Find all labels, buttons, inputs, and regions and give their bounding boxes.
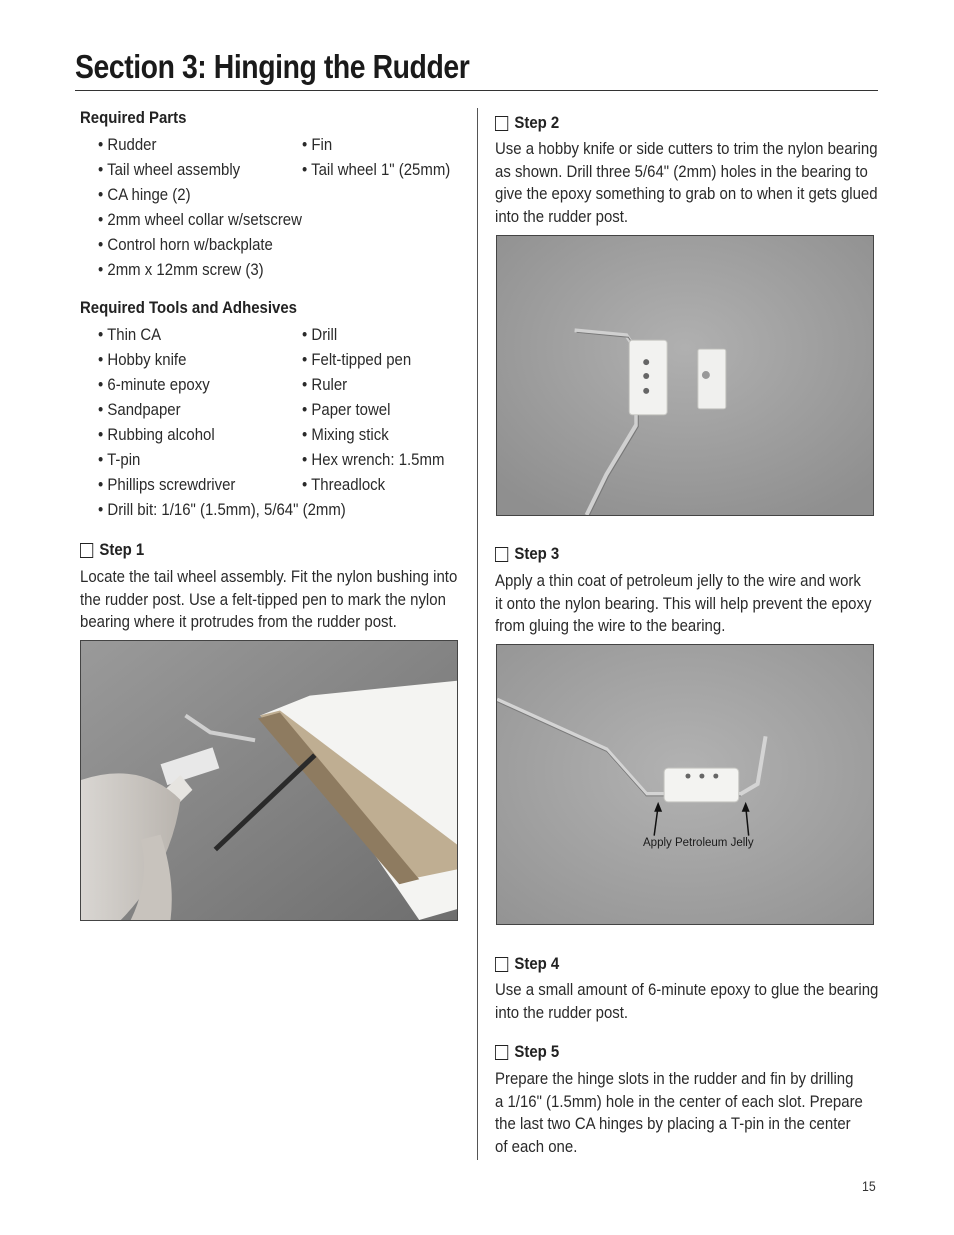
tool-item: • Mixing stick — [302, 425, 389, 444]
step-label: Step 3 — [514, 544, 560, 563]
step-3-text: Apply a thin coat of petroleum jelly to the wire and work it onto the nylon bearing. This will help prevent the epoxy from gluing the wire to the bearing. — [495, 571, 872, 636]
step-label: Step 4 — [514, 954, 560, 973]
part-item: • Control horn w/backplate — [98, 235, 273, 254]
tool-item: • Threadlock — [302, 475, 386, 494]
checkbox-icon[interactable] — [495, 1045, 508, 1060]
tool-item: • Ruler — [302, 375, 348, 394]
tool-item: • Hex wrench: 1.5mm — [302, 450, 445, 469]
step-1-text: Locate the tail wheel assembly. Fit the nylon bushing into the rudder post. Use a felt-tipped pen to mark the nylon bearing where it protrudes from the rudder post. — [80, 567, 458, 632]
step-2-checkbox-label[interactable] — [495, 113, 559, 133]
part-item: • 2mm wheel collar w/setscrew — [98, 210, 302, 229]
tool-item: • Phillips screwdriver — [98, 475, 236, 494]
step-4-checkbox-label[interactable] — [495, 954, 559, 974]
checkbox-icon[interactable] — [495, 957, 508, 972]
step-5-checkbox-label[interactable] — [495, 1042, 559, 1062]
step-label: Step 1 — [99, 540, 145, 559]
part-item: • 2mm x 12mm screw (3) — [98, 260, 264, 279]
step-2-text: Use a hobby knife or side cutters to trim the nylon bearing as shown. Drill three 5/64" (2mm) holes in the bearing to give the epoxy something to grab on to when it gets glued into the rudder post. — [495, 139, 878, 227]
tool-item: • Thin CA — [98, 325, 162, 344]
part-item: • Tail wheel assembly — [98, 160, 241, 179]
step-1-photo — [80, 640, 458, 921]
step-5-text: Prepare the hinge slots in the rudder and fin by drilling a 1/16" (1.5mm) hole in the center of each slot. Prepare the last two CA hinges by placing a T-pin in the center of each one. — [495, 1069, 863, 1157]
tool-item: • Drill bit: 1/16" (1.5mm), 5/64" (2mm) — [98, 500, 346, 519]
step-3-photo — [496, 644, 874, 925]
tool-item: • Paper towel — [302, 400, 391, 419]
part-item: • Tail wheel 1" (25mm) — [302, 160, 451, 179]
tool-item: • Drill — [302, 325, 338, 344]
tool-item: • Felt-tipped pen — [302, 350, 412, 369]
required-tools-heading: Required Tools and Adhesives — [80, 298, 297, 317]
step-3-checkbox-label[interactable] — [495, 544, 559, 564]
tool-item: • 6-minute epoxy — [98, 375, 210, 394]
step-2-photo — [496, 235, 874, 516]
tool-item: • T-pin — [98, 450, 141, 469]
part-item: • CA hinge (2) — [98, 185, 191, 204]
tool-item: • Rubbing alcohol — [98, 425, 215, 444]
column-divider — [477, 108, 478, 1160]
tool-item: • Hobby knife — [98, 350, 187, 369]
checkbox-icon[interactable] — [495, 547, 508, 562]
photo-caption: Apply Petroleum Jelly — [643, 837, 754, 849]
step-1-checkbox-label[interactable] — [80, 540, 144, 560]
part-item: • Rudder — [98, 135, 157, 154]
tool-item: • Sandpaper — [98, 400, 181, 419]
checkbox-icon[interactable] — [80, 543, 93, 558]
title-divider — [75, 90, 878, 91]
step-label: Step 5 — [514, 1042, 560, 1061]
step-4-text: Use a small amount of 6-minute epoxy to glue the bearing into the rudder post. — [495, 980, 879, 1022]
required-parts-heading: Required Parts — [80, 108, 187, 127]
checkbox-icon[interactable] — [495, 116, 508, 131]
step-label: Step 2 — [514, 113, 560, 132]
part-item: • Fin — [302, 135, 333, 154]
page-title: Section 3: Hinging the Rudder — [75, 48, 470, 85]
page-number: 15 — [862, 1178, 876, 1194]
